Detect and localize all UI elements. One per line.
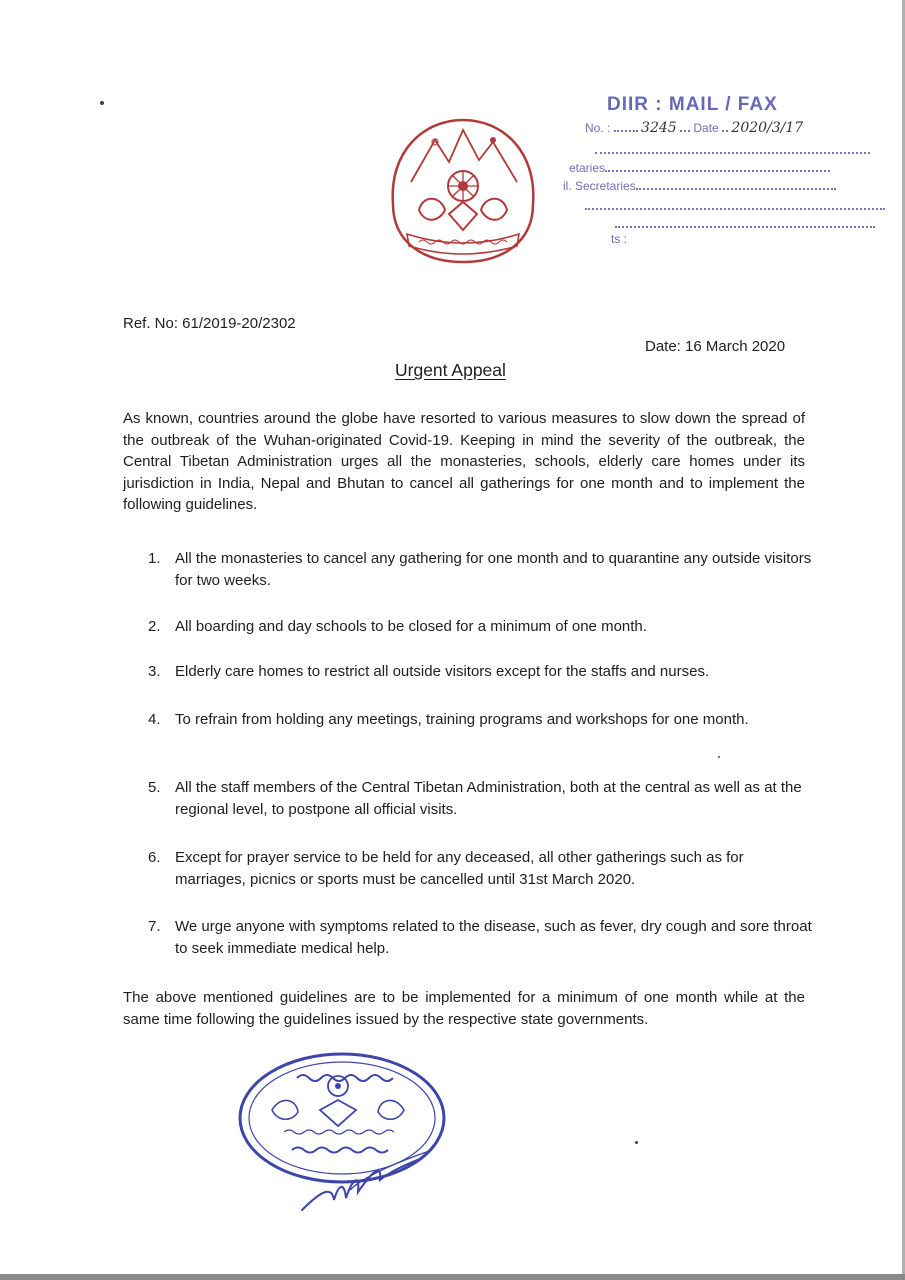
paper-speck — [100, 101, 104, 105]
stamp-no-value: 3245 — [641, 120, 677, 136]
paper-speck — [635, 1141, 638, 1144]
cta-emblem — [383, 112, 543, 272]
reference-number: Ref. No: 61/2019-20/2302 — [123, 315, 296, 332]
stamp-no-label: No. : — [585, 121, 611, 135]
letter-page: DIIR : MAIL / FAX No. : 3245 Date 2020/3/17 etaries il. Secretaries ts : Ref. No: 61/2019-20/2302 Date: 16 March 2020 Urgent Appeal As known, countries around the globe have resorted to various measures to slow down the spread of the outbreak of the Wuhan-originated Covid-19. Keeping in mind the severity of the outbreak, the Central Tibetan Administration urges all the monasteries, schools, elderly care homes under its jurisdiction in India, Nepal and Bhutan to cancel all gatherings for one month and to implement the following guidelines. 1. All the monasteries to cancel any gathering for one month and to quarantine any outside visitors for two weeks. 2. All boarding and day schools to be closed for a minimum of one month. 3. Elderly care homes to restrict all outside visitors except for the staffs and nurses. 4. To refrain from holding any meetings, training programs and workshops for one month. 5. All the staff members of the Central Tibetan Administration, both at the central as well as at the regional level, to postpone all official visits. 6. Except for prayer service to be held for any deceased, all other gatherings such as for marriages, picnics or sports must be cancelled until 31st March 2020. 7. We urge anyone with symptoms related to the disease, such as fever, dry cough and sore throat to seek immediate medical help. The above mentioned guidelines are to be implemented for a minimum of one month while at the same time following the guidelines issued by the respective state governments. — [0, 0, 905, 1280]
letter-title: Urgent Appeal — [395, 360, 506, 380]
stamp-secretaries-row: etaries — [569, 160, 830, 175]
stamp-date-value: 2020/3/17 — [731, 120, 804, 136]
stamp-title: DIIR : MAIL / FAX — [607, 94, 778, 115]
received-stamp — [555, 92, 895, 252]
stamp-no-row — [585, 120, 803, 136]
stamp-add-secretaries-row: il. Secretaries — [563, 178, 836, 193]
stamp-date-label: Date — [693, 121, 719, 135]
letter-date: Date: 16 March 2020 — [645, 338, 786, 355]
closing-paragraph: The above mentioned guidelines are to be implemented for a minimum of one month while at the same time following the guidelines issued by the respective state governments. — [123, 989, 805, 1028]
paper-speck — [718, 756, 720, 758]
stamp-bottom-row: ts : — [611, 232, 628, 246]
official-seal — [232, 1040, 447, 1215]
intro-paragraph: As known, countries around the globe have resorted to various measures to slow down the spread of the outbreak of the Wuhan-originated Covid-19. Keeping in mind the severity of the outbreak, the Central Tibetan Administration urges all the monasteries, schools, elderly care homes under its jurisdiction in India, Nepal and Bhutan to cancel all gatherings for one month and to implement the following guidelines. — [123, 410, 805, 513]
page-edge-bottom — [0, 1274, 905, 1280]
